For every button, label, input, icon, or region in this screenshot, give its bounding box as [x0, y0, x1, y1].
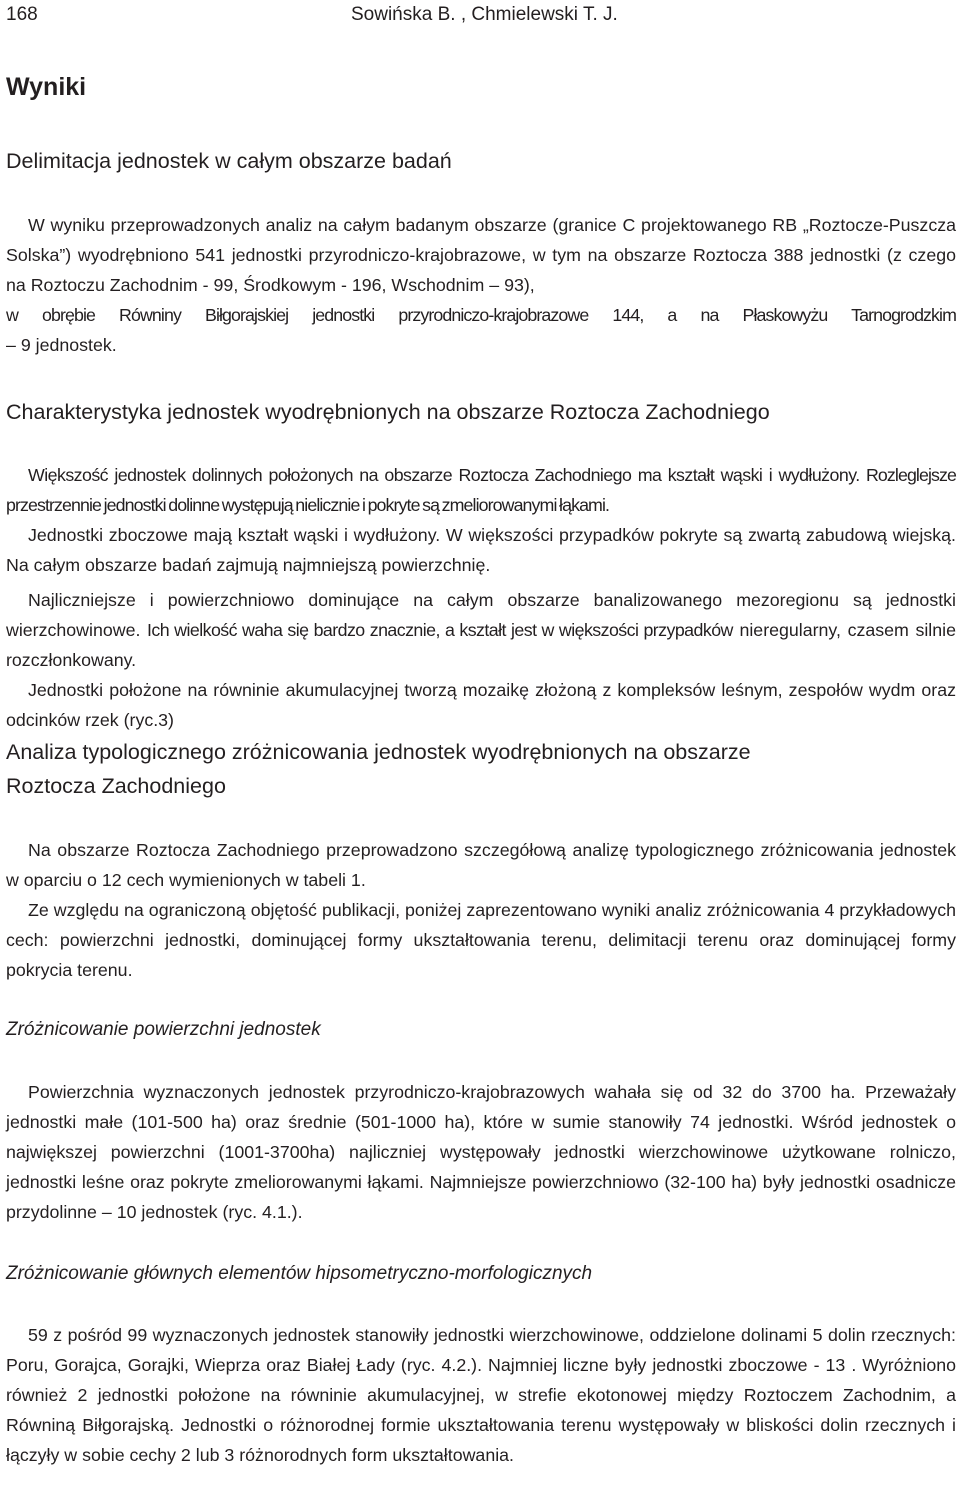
paragraph-valley-units-text: Większość jednostek dolinnych położonych na obszarze Roztocza Zachodniego ma kształt wąski i wydłużony.	[28, 465, 860, 485]
paragraph-typological-scope: Ze względu na ograniczoną objętość publikacji, poniżej zaprezentowano wyniki analiz zróżnicowania 4 przykładowych cech: powierzchni jednostki, dominującej formy ukształtowania terenu, delimitacji terenu oraz dominującej formy pokrycia terenu.	[6, 900, 956, 980]
page-number: 168	[6, 4, 38, 25]
paragraph-typological-intro: Na obszarze Roztocza Zachodniego przeprowadzono szczegółową analizę typologicznego zróżnicowania jednostek w oparciu o 12 cech wymienionych w tabeli 1.	[6, 840, 956, 890]
paragraph-delimitation-end: – 9 jednostek.	[6, 335, 117, 355]
subsection-title-delimitation: Delimitacja jednostek w całym obszarze badań	[6, 149, 452, 173]
paragraph-valley-units	[6, 460, 956, 520]
paragraph-slope-units: Jednostki zboczowe mają kształt wąski i wydłużony. W większości przypadków pokryte są zwartą zabudową wiejską. Na całym obszarze badań zajmują najmniejszą powierzchnię.	[6, 525, 956, 575]
paragraph-valley-units-extra: Rozleglejsze przestrzennie jednostki dolinne występują nielicznie i pokryte są zmeliorowanymi łąkami.	[6, 465, 956, 515]
typological-title-line-2: Roztocza Zachodniego	[6, 774, 226, 798]
paragraph-upland-units-b: Ich wielkość waha się bardzo znacznie, a kształt jest w większości przypadków	[147, 620, 733, 640]
running-header-authors: Sowińska B. , Chmielewski T. J.	[351, 4, 618, 25]
subsection-title-typological-analysis	[6, 735, 956, 803]
paragraph-hypsometric: 59 z pośród 99 wyznaczonych jednostek stanowiły jednostki wierzchowinowe, oddzielone dolinami 5 dolin rzecznych: Poru, Gorajca, Gorajki, Wieprza oraz Białej Łady (ryc. 4.2.). Najmniej liczne były jednostki zboczowe - 13 . Wyróżniono również 2 jednostki położone na równinie akumulacyjnej, w strefie ekotonowej między Roztoczem Zachodnim, a Równiną Biłgorajską. Jednostki o różnorodnej formie ukształtowania terenu występowały w bliskości dolin rzecznych i łączyły w sobie cechy 2 lub 3 różnorodnych form ukształtowania.	[6, 1325, 956, 1465]
paragraph-upland-units	[6, 585, 956, 675]
paragraph-delimitation-condensed: w obrębie Równiny Biłgorajskiej jednostki przyrodniczo-krajobrazowe 144, a na Płaskowyżu Tarnogrodzkim	[6, 305, 956, 325]
paragraph-upland-units-a: Najliczniejsze i powierzchniowo dominujące na całym obszarze banalizowanego mezoregionu są jednostki wierzchowinowe.	[6, 590, 956, 640]
typological-title-line-1: Analiza typologicznego zróżnicowania jednostek wyodrębnionych na obszarze	[6, 740, 751, 764]
paragraph-delimitation	[6, 210, 956, 360]
paragraph-area: Powierzchnia wyznaczonych jednostek przyrodniczo-krajobrazowych wahała się od 32 do 3700 ha. Przeważały jednostki małe (101-500 ha) oraz średnie (501-1000 ha), które w sumie stanowiły 74 jednostki. Wśród jednostek o największej powierzchni (1001-3700ha) najliczniej występowały jednostki wierzchowinowe użytkowane rolniczo, jednostki leśne oraz pokryte zmeliorowanymi łąkami. Najmniejsze powierzchniowo (32-100 ha) były jednostki osadnicze przydolinne – 10 jednostek (ryc. 4.1.).	[6, 1082, 956, 1222]
running-header	[6, 0, 954, 30]
subsection-title-hypsometric: Zróżnicowanie głównych elementów hipsometryczno-morfologicznych	[6, 1263, 593, 1284]
paragraph-upland-units-c: nieregularny, czasem silnie rozczłonkowany.	[6, 620, 956, 670]
paragraph-delimitation-text: W wyniku przeprowadzonych analiz na całym badanym obszarze (granice C projektowanego RB „Roztocze-Puszcza Solska”) wyodrębniono 541 jednostki przyrodniczo-krajobrazowe, w tym na obszarze Roztocza 388 jednostki (z czego na Roztoczu Zachodnim - 99, Środkowym - 196, Wschodnim – 93),	[6, 215, 956, 295]
subsection-title-characteristics: Charakterystyka jednostek wyodrębnionych na obszarze Roztocza Zachodniego	[6, 400, 770, 424]
paragraph-plain-units: Jednostki położone na równinie akumulacyjnej tworzą mozaikę złożoną z kompleksów leśnym, zespołów wydm oraz odcinków rzek (ryc.3)	[6, 680, 956, 730]
section-title: Wyniki	[6, 73, 87, 101]
subsection-title-area: Zróżnicowanie powierzchni jednostek	[6, 1019, 321, 1040]
